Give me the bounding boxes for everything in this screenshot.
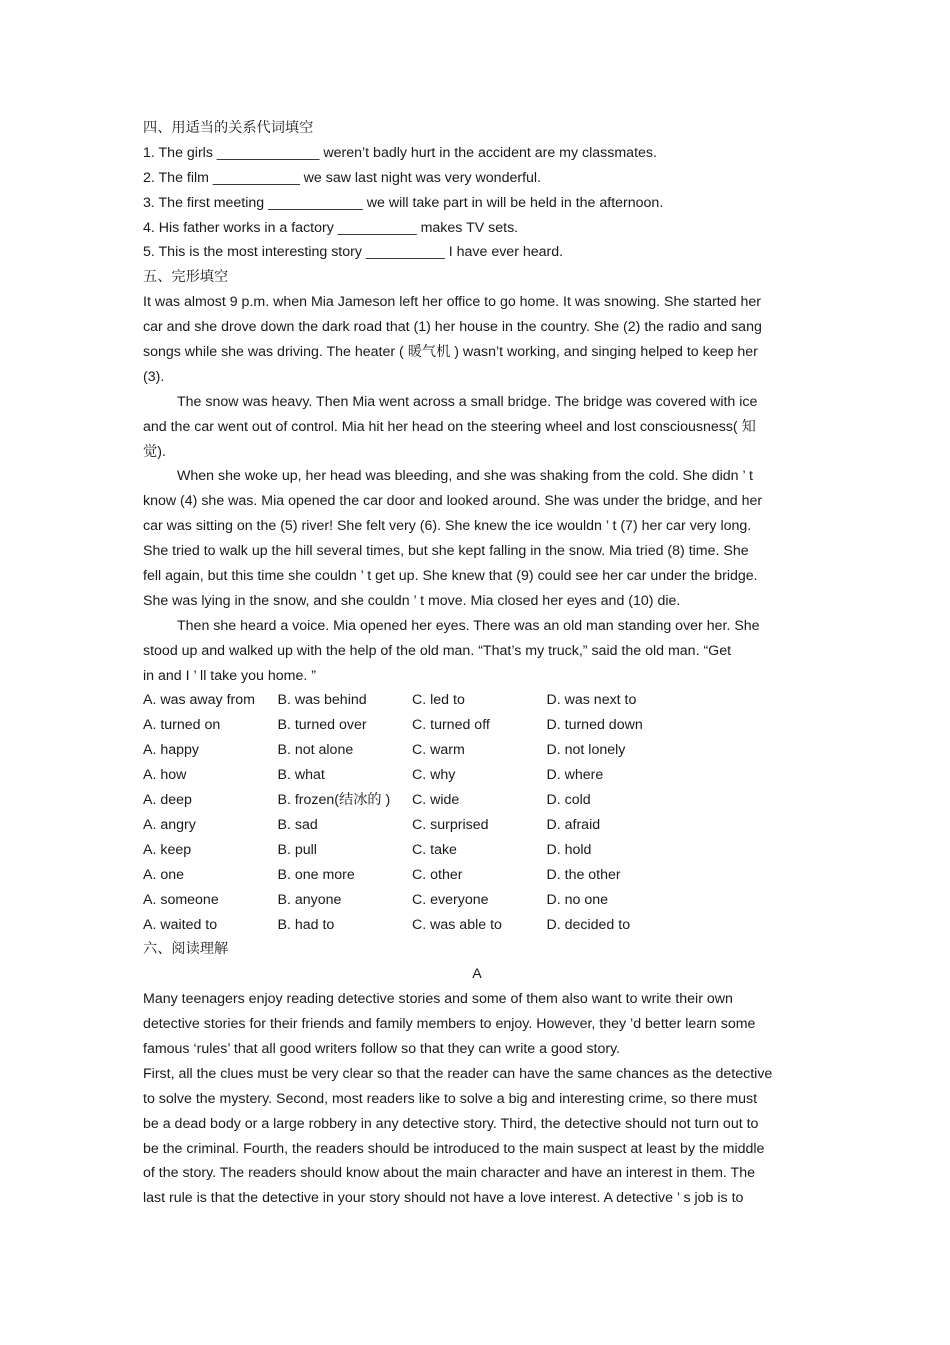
cloze-options-table <box>143 688 811 937</box>
option-d: D. was next to <box>546 692 637 709</box>
option-a: A. how <box>143 767 187 784</box>
section-4-heading: 四、用适当的关系代词填空 <box>143 120 314 136</box>
options-row-5 <box>143 788 811 813</box>
cloze-paragraph-line: 觉). <box>143 443 166 460</box>
cloze-paragraph-line: car and she drove down the dark road that (1) her house in the country. She (2) the radio and sang <box>143 319 762 336</box>
reading-passage-line: famous ‘rules’ that all good writers follow so that they can write a good story. <box>143 1040 621 1057</box>
options-row-9 <box>143 888 811 913</box>
reading-passage-line: last rule is that the detective in your story should not have a love interest. A detective ’ s job is to <box>143 1190 744 1207</box>
option-b: B. sad <box>277 816 318 833</box>
fill-blank-item-3: 3. The first meeting ____________ we will take part in will be held in the afternoon. <box>143 194 664 211</box>
option-b: B. frozen(结冰的 ) <box>277 792 391 809</box>
fill-blank-item-2: 2. The film ___________ we saw last night was very wonderful. <box>143 169 541 186</box>
section-6-heading: 六、阅读理解 <box>143 941 229 958</box>
option-b: B. turned over <box>277 717 367 734</box>
option-c: C. led to <box>412 692 465 709</box>
options-row-7 <box>143 838 811 863</box>
option-b: B. not alone <box>277 742 354 759</box>
option-b: B. was behind <box>277 692 367 709</box>
cloze-paragraph-line: fell again, but this time she couldn ’ t get up. She knew that (9) could see her car under the bridge. <box>143 568 758 585</box>
cloze-paragraph-line: It was almost 9 p.m. when Mia Jameson left her office to go home. It was snowing. She started her <box>143 294 761 311</box>
options-row-8 <box>143 863 811 888</box>
option-a: A. happy <box>143 742 200 759</box>
options-row-10 <box>143 913 811 938</box>
option-c: C. everyone <box>412 891 489 908</box>
cloze-paragraph-line: and the car went out of control. Mia hit her head on the steering wheel and lost consciousness( 知 <box>143 418 756 435</box>
reading-passage-line: detective stories for their friends and family members to enjoy. However, they ’d better learn some <box>143 1016 756 1033</box>
worksheet-content <box>143 116 811 1211</box>
option-b: B. anyone <box>277 891 342 908</box>
option-d: D. cold <box>546 792 591 809</box>
cloze-paragraph-line: stood up and walked up with the help of the old man. “That’s my truck,” said the old man. “Get <box>143 642 732 659</box>
option-c: C. why <box>412 767 456 784</box>
option-d: D. hold <box>546 841 592 858</box>
option-d: D. where <box>546 767 604 784</box>
option-a: A. turned on <box>143 717 221 734</box>
fill-blank-item-4: 4. His father works in a factory __________ makes TV sets. <box>143 219 519 236</box>
cloze-paragraph-line: songs while she was driving. The heater ( 暖气机 ) wasn’t working, and singing helped to keep her <box>143 344 758 361</box>
option-d: D. afraid <box>546 816 601 833</box>
section-5-heading: 五、完形填空 <box>143 269 229 286</box>
option-a: A. one <box>143 866 185 883</box>
option-b: B. had to <box>277 916 335 933</box>
cloze-paragraph-line: She was lying in the snow, and she couldn ’ t move. Mia closed her eyes and (10) die. <box>143 592 681 609</box>
reading-passage-line: be the criminal. Fourth, the readers should be introduced to the main suspect at least by the middle <box>143 1140 765 1157</box>
options-row-6 <box>143 813 811 838</box>
cloze-paragraph-line: (3). <box>143 368 165 385</box>
option-d: D. the other <box>546 866 621 883</box>
option-c: C. wide <box>412 792 460 809</box>
cloze-paragraph-line: know (4) she was. Mia opened the car door and looked around. She was under the bridge, and her <box>143 493 763 510</box>
option-c: C. turned off <box>412 717 490 734</box>
option-c: C. take <box>412 841 457 858</box>
option-c: C. was able to <box>412 916 502 933</box>
option-d: D. no one <box>546 891 609 908</box>
fill-blank-item-5: 5. This is the most interesting story __________ I have ever heard. <box>143 244 564 261</box>
option-a: A. waited to <box>143 916 218 933</box>
option-b: B. what <box>277 767 325 784</box>
option-d: D. not lonely <box>546 742 626 759</box>
option-b: B. pull <box>277 841 317 858</box>
reading-passage-line: to solve the mystery. Second, most readers like to solve a big and interesting crime, so there must <box>143 1090 758 1107</box>
cloze-paragraph-line: car was sitting on the (5) river! She felt very (6). She knew the ice wouldn ’ t (7) her car very long. <box>143 518 752 535</box>
cloze-paragraph-line: When she woke up, her head was bleeding, and she was shaking from the cold. She didn ’ t <box>177 468 753 485</box>
option-a: A. deep <box>143 792 192 809</box>
option-a: A. was away from <box>143 692 255 709</box>
options-row-2 <box>143 713 811 738</box>
passage-title: A <box>472 966 482 983</box>
options-row-1 <box>143 688 811 713</box>
option-d: D. turned down <box>546 717 643 734</box>
cloze-paragraph-line: in and I ’ ll take you home. ” <box>143 667 316 684</box>
options-row-3 <box>143 738 811 763</box>
reading-passage-line: Many teenagers enjoy reading detective stories and some of them also want to write their own <box>143 991 733 1008</box>
cloze-paragraph-line: The snow was heavy. Then Mia went across a small bridge. The bridge was covered with ice <box>177 393 758 410</box>
option-a: A. angry <box>143 816 196 833</box>
option-c: C. other <box>412 866 463 883</box>
reading-passage-line: First, all the clues must be very clear so that the reader can have the same chances as the detective <box>143 1065 773 1082</box>
option-b: B. one more <box>277 866 355 883</box>
options-row-4 <box>143 763 811 788</box>
option-c: C. warm <box>412 742 465 759</box>
option-d: D. decided to <box>546 916 631 933</box>
option-c: C. surprised <box>412 816 489 833</box>
option-a: A. someone <box>143 891 219 908</box>
cloze-paragraph-line: She tried to walk up the hill several times, but she kept falling in the snow. Mia tried (8) time. She <box>143 543 749 560</box>
option-a: A. keep <box>143 841 192 858</box>
reading-passage-line: be a dead body or a large robbery in any detective story. Third, the detective should not turn out to <box>143 1115 759 1132</box>
cloze-paragraph-line: Then she heard a voice. Mia opened her eyes. There was an old man standing over her. She <box>177 617 760 634</box>
fill-blank-item-1: 1. The girls _____________ weren’t badly hurt in the accident are my classmates. <box>143 144 657 161</box>
reading-passage-line: of the story. The readers should know about the main character and have an interest in them. The <box>143 1165 755 1182</box>
